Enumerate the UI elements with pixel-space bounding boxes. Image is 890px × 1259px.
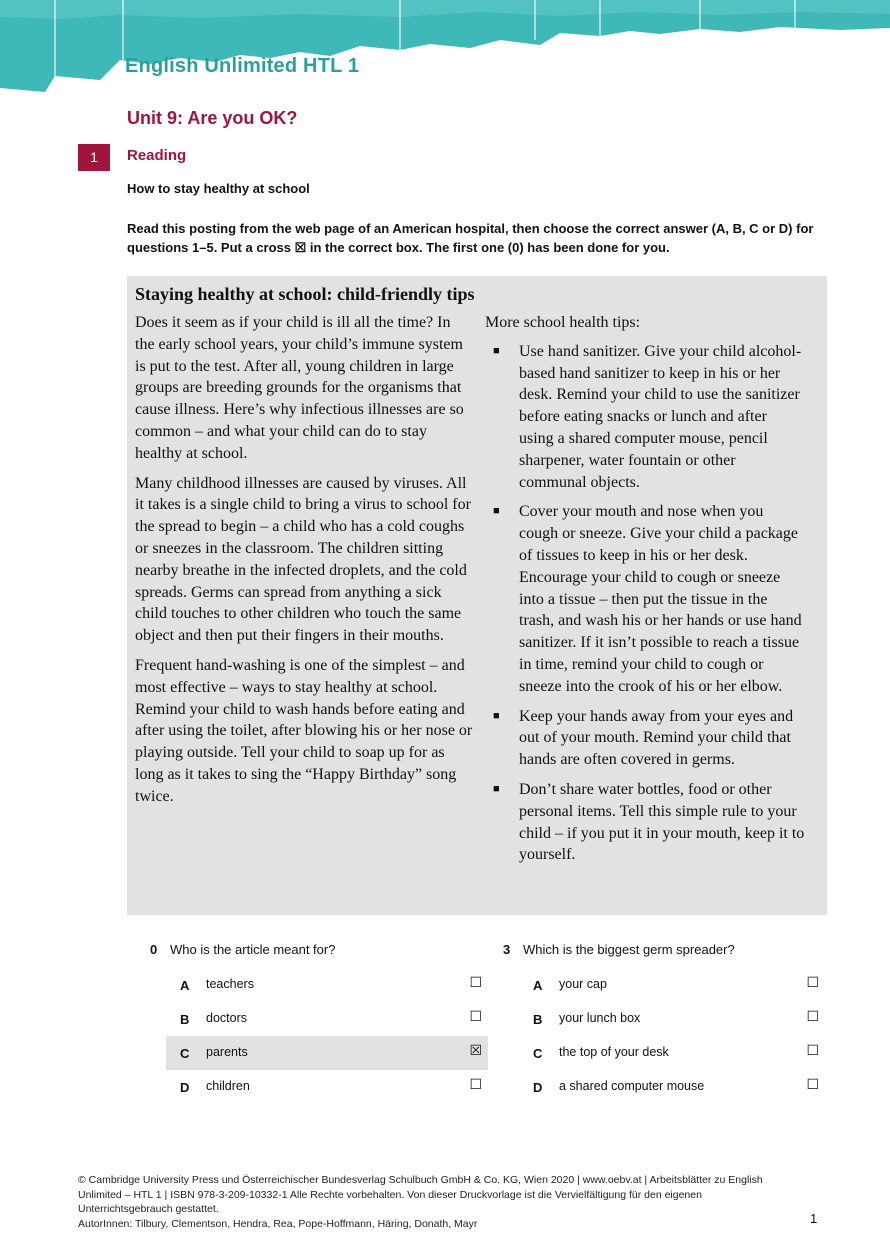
tip-text: Don’t share water bottles, food or other personal items. Tell this simple rule to your child – if you put it in your mouth, keep it to yourself. (519, 780, 805, 864)
task-number-badge: 1 (78, 144, 110, 171)
answer-option[interactable] (166, 968, 488, 1002)
bullet-icon: ■ (493, 505, 500, 518)
checkbox-icon[interactable]: ☐ (806, 1009, 819, 1025)
question-3 (503, 942, 833, 1102)
list-item (485, 501, 805, 697)
answer-option[interactable] (519, 1036, 825, 1070)
tips-list (485, 341, 805, 866)
option-letter: A (180, 978, 190, 993)
question-text: Which is the biggest germ spreader? (523, 942, 735, 957)
footer-authors: AutorInnen: Tilbury, Clementson, Hendra, Rea, Pope-Hoffmann, Häring, Donath, Mayr (78, 1217, 478, 1230)
article-title: Staying healthy at school: child-friendly tips (135, 284, 475, 304)
option-text: parents (206, 1045, 248, 1059)
checkbox-icon[interactable]: ☐ (806, 1043, 819, 1059)
option-text: children (206, 1079, 250, 1093)
option-letter: C (533, 1046, 543, 1061)
article-box (127, 276, 827, 915)
answer-option[interactable] (519, 968, 825, 1002)
article-left-column (135, 312, 473, 816)
header-banner (0, 0, 890, 100)
answer-option[interactable] (166, 1070, 488, 1104)
option-text: your cap (559, 977, 607, 991)
option-letter: C (180, 1046, 190, 1061)
unit-title: Unit 9: Are you OK? (127, 108, 298, 128)
section-title: Reading (127, 147, 187, 164)
answer-option[interactable] (519, 1070, 825, 1104)
bullet-icon: ■ (493, 782, 500, 795)
tip-text: Keep your hands away from your eyes and out of your mouth. Remind your child that hands are often covered in germs. (519, 707, 794, 769)
option-letter: D (533, 1080, 543, 1095)
option-text: a shared computer mouse (559, 1079, 705, 1093)
option-text: teachers (206, 977, 254, 991)
list-item (485, 341, 805, 494)
option-letter: A (533, 978, 543, 993)
article-paragraph: Many childhood illnesses are caused by viruses. All it takes is a single child to bring a virus to school for the spread to begin – a child who has a cold coughs or sneezes in the classroom. The children sitting nearby breathe in the infected droplets, and the cold spreads. Germs can spread from anything a sick child touches to other children who touch the same object and then put their fingers in their mouths. (135, 474, 471, 645)
question-0 (150, 942, 490, 1102)
option-text: doctors (206, 1011, 247, 1025)
bullet-icon: ■ (493, 344, 500, 357)
question-header (150, 942, 335, 957)
page-number: 1 (810, 1211, 818, 1226)
option-text: your lunch box (559, 1011, 641, 1025)
question-text: Who is the article meant for? (170, 942, 336, 957)
question-header (503, 942, 735, 957)
tip-text: Cover your mouth and nose when you cough or sneeze. Give your child a package of tissues to keep in his or her desk. Encourage your child to cough or sneeze into a tissue – then put the tissue in the trash, and wash his or her hands or use hand sanitizer. If it isn’t possible to reach a tissue in time, remind your child to cough or sneeze into the crook of his or her elbow. (519, 503, 802, 695)
answer-option[interactable] (166, 1002, 488, 1036)
question-number: 3 (503, 942, 511, 957)
answer-option-selected[interactable] (166, 1036, 488, 1070)
tip-text: Use hand sanitizer. Give your child alcohol-based hand sanitizer to keep in his or her desk. Remind your child to use the sanitizer before eating snacks or lunch and after using a shared computer mouse, pencil sharpener, water fountain or other communal objects. (519, 342, 802, 491)
article-right-column (485, 312, 805, 874)
checkbox-icon[interactable]: ☐ (469, 1077, 482, 1093)
option-letter: D (180, 1080, 190, 1095)
footer-copyright: © Cambridge University Press und Österreichischer Bundesverlag Schulbuch GmbH & Co. KG, Wien 2020 | www.oebv.at | Arbeitsblätter zu English Unlimited – HTL 1 | ISBN 978-3-209-10332-1 Alle Rechte vorbehalten. Von dieser Druckvorlage ist die Vervielfältigung für den eigenen Unterrichtsgebrauch gestattet. (78, 1174, 763, 1215)
bullet-icon: ■ (493, 709, 500, 722)
task-instructions: Read this posting from the web page of an American hospital, then choose the correct answer (A, B, C or D) for questions 1–5. Put a cross ☒ in the correct box. The first one (0) has been done for you. (127, 221, 814, 255)
option-letter: B (533, 1012, 543, 1027)
article-paragraph: Frequent hand-washing is one of the simplest – and most effective – ways to stay healthy at school. Remind your child to wash hands before eating and after using the toilet, after blowing his or her nose or playing outside. Tell your child to soap up for as long as it takes to sing the “Happy Birthday” song twice. (135, 656, 473, 805)
option-text: the top of your desk (559, 1045, 669, 1059)
list-item (485, 779, 805, 866)
checked-box-icon[interactable]: ☒ (469, 1043, 482, 1059)
book-title: English Unlimited HTL 1 (125, 55, 360, 77)
checkbox-icon[interactable]: ☐ (806, 975, 819, 991)
checkbox-icon[interactable]: ☐ (469, 975, 482, 991)
checkbox-icon[interactable]: ☐ (806, 1077, 819, 1093)
article-paragraph: Does it seem as if your child is ill all the time? In the early school years, your child’s immune system is put to the test. After all, young children in large groups are breeding grounds for the organisms that cause illness. Here’s why infectious illnesses are so common – and what your child can do to stay healthy at school. (135, 314, 464, 462)
checkbox-icon[interactable]: ☐ (469, 1009, 482, 1025)
footer (78, 1173, 798, 1231)
list-item (485, 706, 805, 771)
option-letter: B (180, 1012, 190, 1027)
tips-intro: More school health tips: (485, 314, 641, 331)
task-subtitle: How to stay healthy at school (127, 181, 310, 196)
question-number: 0 (150, 942, 158, 957)
answer-option[interactable] (519, 1002, 825, 1036)
